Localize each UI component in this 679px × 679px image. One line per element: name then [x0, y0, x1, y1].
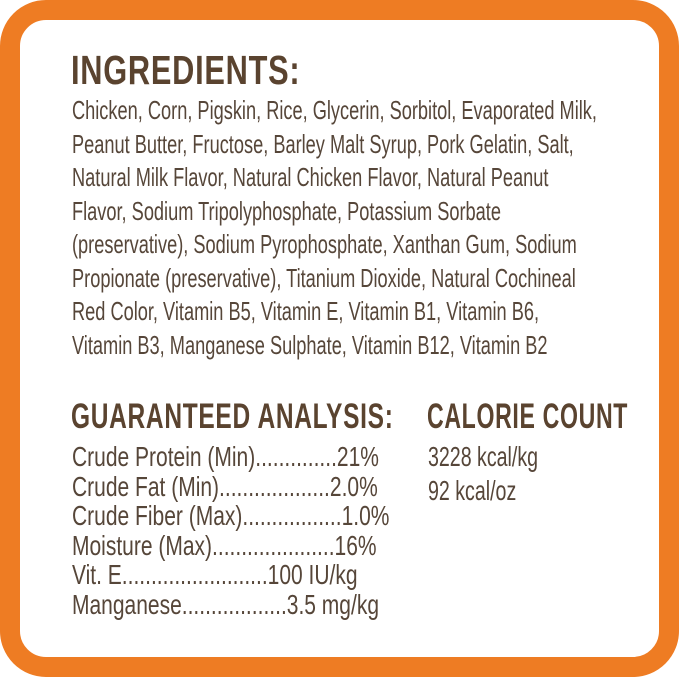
- analysis-label: Manganese: [72, 588, 182, 620]
- ingredients-line: Propionate (preservative), Titanium Dioxide, Natural Cochineal: [72, 262, 576, 293]
- analysis-value: 21%: [336, 441, 379, 472]
- ingredients-line: Peanut Butter, Fructose, Barley Malt Syrup, Pork Gelatin, Salt,: [72, 128, 574, 159]
- analysis-row: [72, 531, 389, 561]
- analysis-value: 100 IU/kg: [267, 559, 358, 591]
- analysis-label: Crude Fiber (Max): [72, 500, 243, 532]
- ingredients-heading: INGREDIENTS:: [71, 47, 301, 93]
- ingredients-line: Vitamin B3, Manganese Sulphate, Vitamin B12, Vitamin B2: [72, 329, 548, 360]
- guaranteed-analysis-heading: GUARANTEED ANALYSIS:: [71, 397, 394, 436]
- analysis-label: Crude Fat (Min): [72, 470, 220, 502]
- analysis-value: 2.0%: [329, 470, 378, 502]
- analysis-row: [72, 501, 389, 531]
- ingredients-line: Chicken, Corn, Pigskin, Rice, Glycerin, Sorbitol, Evaporated Milk,: [72, 95, 597, 125]
- analysis-value: 3.5 mg/kg: [286, 588, 379, 620]
- analysis-value: 16%: [334, 529, 377, 561]
- dot-leader: ..................: [181, 588, 287, 620]
- dot-leader: .........................: [121, 559, 268, 591]
- dot-leader: .....................: [212, 529, 335, 561]
- calorie-value: 92 kcal/oz: [428, 474, 517, 506]
- analysis-label: Moisture (Max): [72, 529, 213, 561]
- dot-leader: ...................: [219, 470, 330, 502]
- dot-leader: .................: [242, 500, 342, 532]
- ingredients-paragraph: [72, 94, 679, 362]
- analysis-value: 1.0%: [341, 500, 390, 532]
- ingredients-line: Red Color, Vitamin B5, Vitamin E, Vitamin B1, Vitamin B6,: [72, 296, 540, 326]
- calorie-count-values: [428, 440, 585, 507]
- calorie-value: 3228 kcal/kg: [428, 441, 539, 472]
- dot-leader: ..............: [255, 441, 337, 472]
- analysis-label: Crude Protein (Min): [72, 441, 256, 472]
- analysis-row: [72, 590, 389, 620]
- analysis-label: Vit. E: [72, 559, 122, 591]
- ingredients-line: (preservative), Sodium Pyrophosphate, Xanthan Gum, Sodium: [72, 229, 577, 259]
- ingredients-line: Flavor, Sodium Tripolyphosphate, Potassium Sorbate: [72, 195, 501, 226]
- analysis-row: [72, 472, 389, 502]
- analysis-row: [72, 560, 389, 590]
- ingredients-line: Natural Milk Flavor, Natural Chicken Flavor, Natural Peanut: [72, 162, 549, 192]
- calorie-count-heading: CALORIE COUNT: [427, 397, 629, 436]
- analysis-row: [72, 442, 389, 472]
